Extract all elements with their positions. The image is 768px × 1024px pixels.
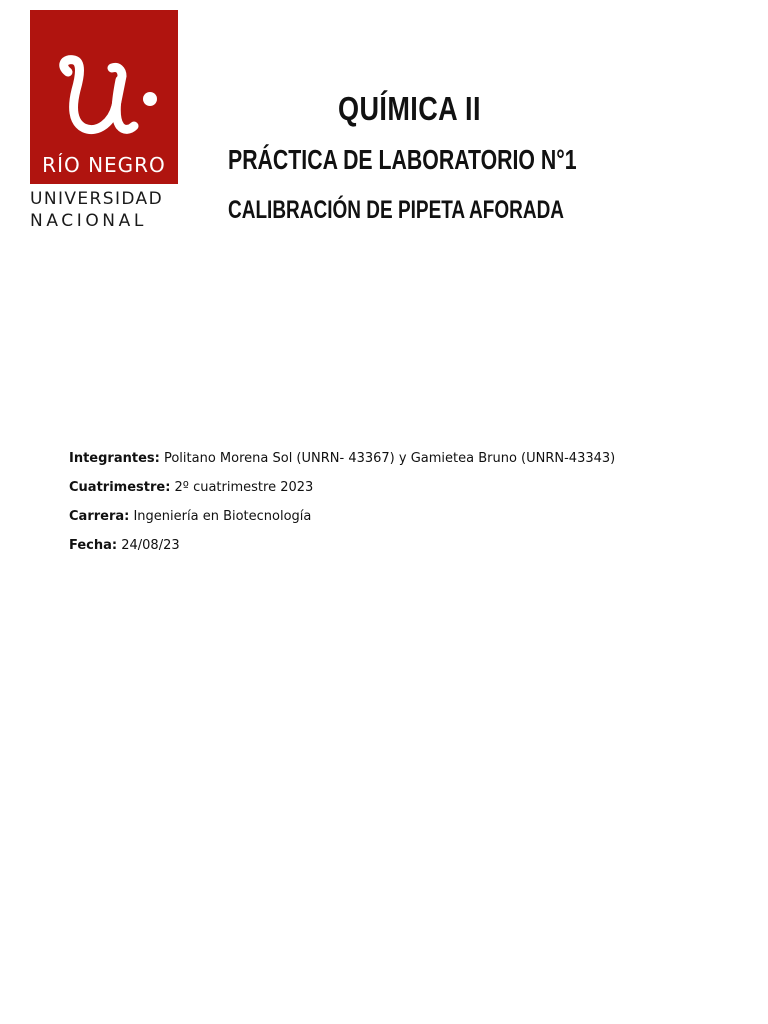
logo-red-box	[30, 10, 178, 184]
info-value: Ingeniería en Biotecnología	[129, 509, 312, 524]
info-row-integrantes	[69, 450, 615, 479]
logo-line1: RÍO NEGRO	[42, 153, 166, 177]
page-subtitle: PRÁCTICA DE LABORATORIO N°1	[228, 144, 577, 175]
logo-emblem-icon	[30, 10, 178, 184]
info-row-fecha	[69, 537, 615, 566]
info-value: 24/08/23	[117, 538, 180, 553]
info-label: Cuatrimestre:	[69, 480, 171, 495]
info-row-carrera	[69, 508, 615, 537]
page-title: QUÍMICA II	[338, 90, 481, 127]
info-label: Carrera:	[69, 509, 130, 524]
info-row-cuatrimestre	[69, 479, 615, 508]
logo-line3: NACIONAL	[30, 211, 147, 231]
info-value: 2º cuatrimestre 2023	[170, 480, 314, 495]
info-label: Integrantes:	[69, 451, 160, 466]
logo-line2: UNIVERSIDAD	[30, 189, 164, 209]
info-label: Fecha:	[69, 538, 118, 553]
info-section	[69, 450, 615, 566]
info-value: Politano Morena Sol (UNRN- 43367) y Gamietea Bruno (UNRN-43343)	[159, 451, 616, 466]
university-logo	[30, 10, 180, 232]
page-subtitle-2: CALIBRACIÓN DE PIPETA AFORADA	[228, 196, 565, 224]
